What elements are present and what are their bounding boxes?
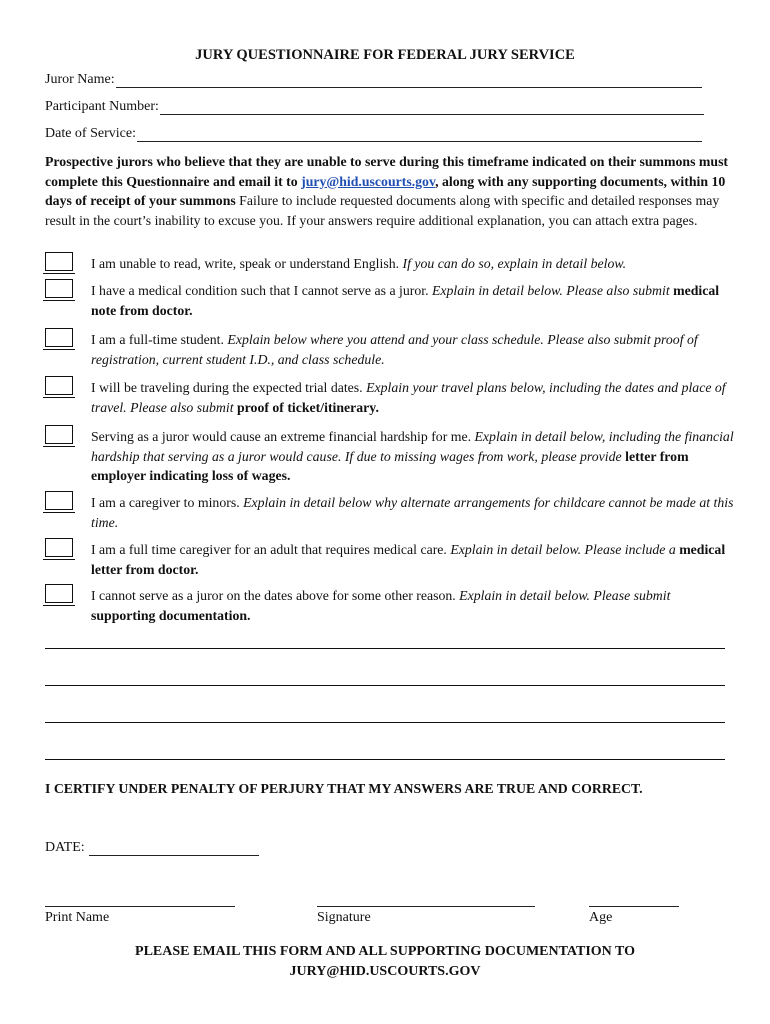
reason-checkbox[interactable] <box>45 538 73 557</box>
reason-instruction: Explain in detail below, including the financial hardship that serving as a juror would cause. If due to missing wages from work, please provide <box>91 429 734 464</box>
reason-item <box>45 281 735 320</box>
reason-required-doc: letter from employer indicating loss of wages. <box>91 448 689 484</box>
intro-bold-1: Prospective jurors who believe that they are unable to serve during this timeframe indicated on their summons must complete this Questionnaire and email it to <box>45 154 729 189</box>
explanation-line[interactable] <box>45 685 725 686</box>
reason-item <box>45 586 735 625</box>
reason-required-doc: medical letter from doctor. <box>91 542 726 577</box>
intro-bold-2: , along with any supporting documents, within 10 days of receipt of your summons <box>45 173 726 209</box>
reason-checkbox[interactable] <box>45 279 73 298</box>
reason-item <box>45 540 735 579</box>
age-label: Age <box>589 910 613 925</box>
reason-checkbox[interactable] <box>45 425 73 444</box>
reason-item <box>45 330 735 369</box>
form-title: JURY QUESTIONNAIRE FOR FEDERAL JURY SERVICE <box>195 47 575 63</box>
reason-text: I am a full time caregiver for an adult that requires medical care. <box>91 542 451 557</box>
date-field[interactable] <box>45 840 259 856</box>
reason-checkbox[interactable] <box>45 376 73 395</box>
juror-name-label: Juror Name: <box>45 72 115 87</box>
reason-text: Serving as a juror would cause an extreme financial hardship for me. <box>91 429 475 444</box>
reason-text: I have a medical condition such that I cannot serve as a juror. <box>91 283 432 298</box>
footer-line-1: PLEASE EMAIL THIS FORM AND ALL SUPPORTING DOCUMENTATION TO <box>135 944 635 959</box>
reason-item <box>45 254 735 274</box>
intro-paragraph <box>45 152 735 230</box>
explanation-line[interactable] <box>45 648 725 649</box>
reason-required-doc: medical note from doctor. <box>91 283 720 318</box>
reason-text: I am unable to read, write, speak or understand English. <box>91 256 403 271</box>
date-label: DATE: <box>45 840 85 855</box>
explanation-line[interactable] <box>45 759 725 760</box>
juror-name-field[interactable] <box>45 72 702 88</box>
footer-instructions <box>0 942 770 982</box>
intro-email-link[interactable]: jury@hid.uscourts.gov <box>301 173 436 189</box>
print-name-line[interactable] <box>45 906 235 907</box>
juror-name-line[interactable] <box>116 73 702 88</box>
signature-label: Signature <box>317 910 371 925</box>
reason-required-doc: proof of ticket/itinerary. <box>237 399 379 415</box>
reason-checkbox[interactable] <box>45 252 73 271</box>
date-of-service-line[interactable] <box>137 127 702 142</box>
reason-item <box>45 378 735 417</box>
participant-number-label: Participant Number: <box>45 99 159 114</box>
intro-normal: Failure to include requested documents along with specific and detailed responses may result in the court’s inability to excuse you. If your answers require additional explanation, you can attach extra pages. <box>45 193 720 228</box>
reason-checkbox[interactable] <box>45 584 73 603</box>
date-of-service-label: Date of Service: <box>45 126 136 141</box>
reason-instruction: Explain below where you attend and your class schedule. Please also submit proof of registration, current student I.D., and class schedule. <box>91 332 698 367</box>
reason-instruction: Explain in detail below why alternate arrangements for childcare cannot be made at this time. <box>91 495 734 530</box>
footer-line-2: JURY@HID.USCOURTS.GOV <box>289 964 481 979</box>
reason-text: I cannot serve as a juror on the dates above for some other reason. <box>91 588 460 603</box>
reason-item <box>45 427 735 486</box>
reason-checkbox[interactable] <box>45 328 73 347</box>
explanation-line[interactable] <box>45 722 725 723</box>
reason-instruction: If you can do so, explain in detail below. <box>402 256 627 271</box>
reason-instruction: Explain in detail below. Please submit <box>459 588 671 603</box>
reason-text: I am a full-time student. <box>91 332 228 347</box>
reason-text: I am a caregiver to minors. <box>91 495 244 510</box>
reason-text: I will be traveling during the expected trial dates. <box>91 380 367 395</box>
age-line[interactable] <box>589 906 679 907</box>
reason-instruction: Explain your travel plans below, including the dates and place of travel. Please also submit <box>91 380 726 415</box>
date-of-service-field[interactable] <box>45 126 702 142</box>
print-name-label: Print Name <box>45 910 110 925</box>
reason-instruction: Explain in detail below. Please also submit <box>431 283 674 298</box>
reason-instruction: Explain in detail below. Please include a <box>450 542 680 557</box>
reason-item <box>45 493 735 532</box>
signature-line[interactable] <box>317 906 535 907</box>
date-line[interactable] <box>89 841 259 856</box>
participant-number-line[interactable] <box>160 100 704 115</box>
reason-checkbox[interactable] <box>45 491 73 510</box>
reason-required-doc: supporting documentation. <box>91 607 251 623</box>
participant-number-field[interactable] <box>45 99 704 115</box>
certification-statement: I CERTIFY UNDER PENALTY OF PERJURY THAT MY ANSWERS ARE TRUE AND CORRECT. <box>45 781 643 796</box>
